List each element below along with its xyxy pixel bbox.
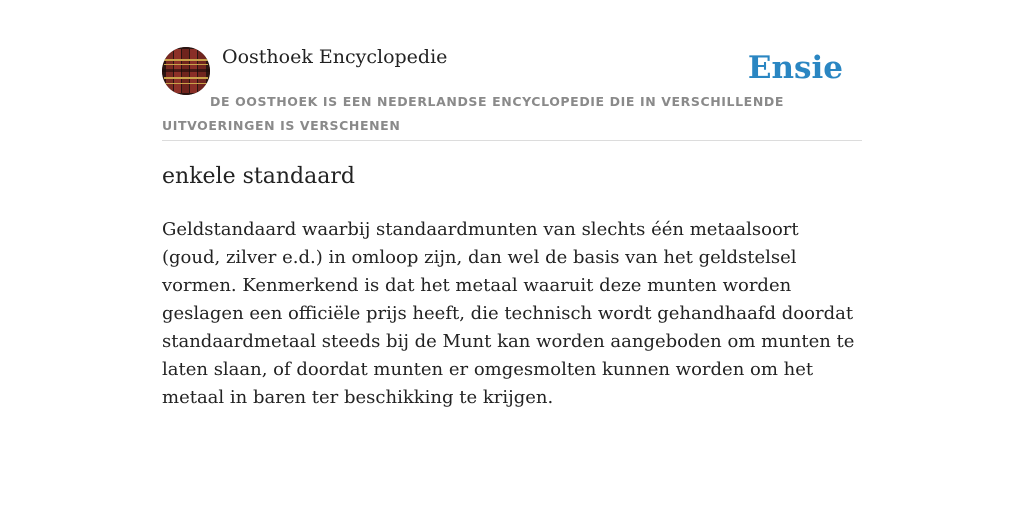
page-container	[162, 0, 862, 408]
site-title[interactable]: Oosthoek Encyclopedie	[222, 46, 448, 68]
site-header	[162, 0, 862, 141]
site-tagline: DE OOSTHOEK IS EEN NEDERLANDSE ENCYCLOPEDIE DIE IN VERSCHILLENDE UITVOERINGEN IS VERSCHENEN	[162, 94, 784, 133]
brand-logo[interactable]: Ensie	[747, 50, 843, 86]
book-spines-icon	[162, 47, 210, 95]
avatar[interactable]	[162, 47, 210, 95]
definition-text: Geldstandaard waarbij standaardmunten van slechts één metaalsoort (goud, zilver e.d.) in omloop zijn, dan wel de basis van het geldstelsel vormen. Kenmerkend is dat het metaal waaruit deze munten worden geslagen een officiële prijs heeft, die technisch wordt gehandhaafd doordat standaardmetaal steeds bij de Munt kan worden aangeboden om munten te laten slaan, of doordat munten er omgesmolten kunnen worden om het metaal in baren ter beschikking te krijgen.	[162, 219, 855, 408]
page-title: enkele standaard	[162, 164, 355, 189]
